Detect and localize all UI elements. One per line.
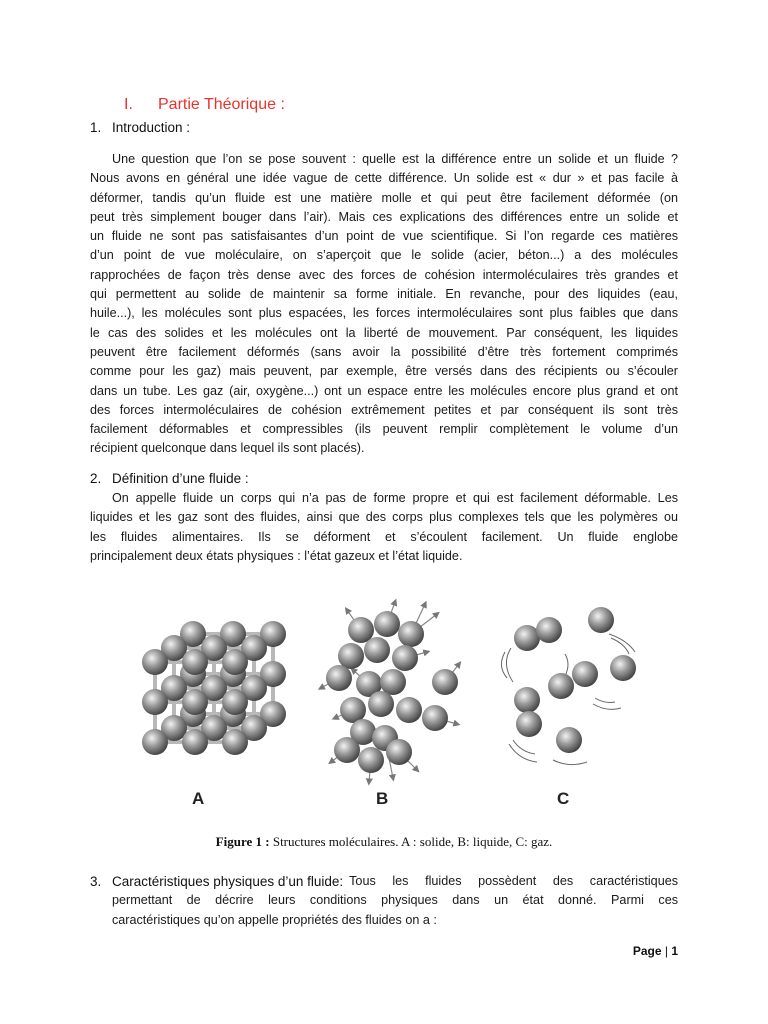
paragraph-line: récipient quelconque dans lequel ils sont placés). bbox=[90, 441, 365, 456]
section-2-heading bbox=[90, 471, 249, 486]
figure-caption bbox=[0, 834, 768, 850]
liquid-molecule bbox=[358, 747, 384, 773]
figure-label-b: B bbox=[376, 789, 389, 808]
gas-molecule bbox=[516, 711, 542, 737]
paragraph-line: huile...), les molécules sont plus espacées, les forces intermoléculaires sont plus faibles que dans bbox=[90, 306, 678, 321]
section-3-line: permettant de décrire leurs conditions physiques dans un état donné. Parmi ces bbox=[112, 893, 678, 908]
figure-label-c: C bbox=[557, 789, 570, 808]
solid-structure-diagram bbox=[142, 621, 286, 755]
page-footer bbox=[633, 944, 678, 958]
molecular-structures-figure bbox=[125, 592, 645, 812]
section-3-first-line: Tous les fluides possèdent des caractéristiques bbox=[349, 874, 678, 888]
solid-molecule bbox=[142, 649, 168, 675]
part-title-text: Partie Théorique : bbox=[158, 96, 285, 113]
section-3-number: 3. bbox=[90, 874, 102, 889]
paragraph-line: d’un point de vue moléculaire, on s’aperçoit que le solide (acier, béton...) a des molécules bbox=[90, 248, 678, 263]
solid-molecule bbox=[222, 729, 248, 755]
figure-caption-prefix: Figure 1 : bbox=[215, 834, 270, 849]
solid-molecule bbox=[182, 689, 208, 715]
section-1-number: 1. bbox=[90, 120, 102, 135]
section-3-heading bbox=[90, 872, 343, 891]
paragraph-line: peuvent être facilement déformés (sans avoir la possibilité d’être très fortement comprimés bbox=[90, 344, 678, 359]
section-1-heading bbox=[90, 120, 190, 135]
solid-molecule bbox=[182, 649, 208, 675]
liquid-molecule bbox=[334, 737, 360, 763]
gas-molecule bbox=[548, 673, 574, 699]
liquid-molecule bbox=[432, 669, 458, 695]
liquid-molecule bbox=[368, 691, 394, 717]
gas-structure-diagram bbox=[501, 607, 636, 765]
liquid-molecule bbox=[374, 611, 400, 637]
paragraph-line: principalement deux états physiques : l’état gazeux et l’état liquide. bbox=[90, 548, 463, 563]
gas-molecule bbox=[588, 607, 614, 633]
introduction-paragraph bbox=[90, 150, 678, 459]
section-2-title: Définition d’une fluide : bbox=[112, 471, 249, 486]
gas-molecule bbox=[556, 727, 582, 753]
paragraph-line: comme pour les gaz) mais peuvent, par exemple, être versés dans des récipients ou s’écouler bbox=[90, 364, 678, 379]
section-3-line: caractéristiques qu’on appelle propriétés des fluides on a : bbox=[112, 912, 437, 927]
solid-molecule bbox=[142, 729, 168, 755]
page-separator: | bbox=[661, 944, 672, 958]
solid-molecule bbox=[222, 649, 248, 675]
liquid-molecule bbox=[386, 739, 412, 765]
section-1-title: Introduction : bbox=[112, 120, 191, 135]
paragraph-line: les fluides alimentaires. Ils se déforment et s’écoulent facilement. Un fluide englobe bbox=[90, 529, 678, 544]
paragraph-line: le cas des solides et les molécules ont la liberté de mouvement. Par conséquent, les liquides bbox=[90, 325, 678, 340]
solid-molecule bbox=[222, 689, 248, 715]
paragraph-line: déformer, tandis qu’un fluide est une matière molle et qui peut être facilement déformée (on bbox=[90, 190, 678, 205]
gas-molecule bbox=[572, 661, 598, 687]
page-label: Page bbox=[632, 944, 662, 958]
liquid-molecule bbox=[338, 643, 364, 669]
page-number: 1 bbox=[671, 944, 678, 958]
liquid-molecule bbox=[326, 665, 352, 691]
paragraph-line: liquides et les gaz sont des fluides, ainsi que des corps plus complexes tels que les polymères ou bbox=[90, 510, 678, 525]
paragraph-line: facilement déformables et compressibles (ils peuvent remplir complètement le volume d’un bbox=[90, 422, 678, 437]
solid-molecule bbox=[142, 689, 168, 715]
paragraph-line: qui permettent au solide de maintenir sa forme initiale. En revanche, pour des liquides (eau, bbox=[90, 287, 678, 302]
gas-molecule bbox=[536, 617, 562, 643]
paragraph-line: des forces intermoléculaires de cohésion extrêmement petites et par conséquent ils sont très bbox=[90, 402, 678, 417]
paragraph-line: On appelle fluide un corps qui n’a pas de forme propre et qui est facilement déformable. Les bbox=[112, 491, 678, 505]
liquid-molecule bbox=[396, 697, 422, 723]
paragraph-line: Une question que l’on se pose souvent : quelle est la différence entre un solide et un fluide ? bbox=[112, 152, 678, 166]
paragraph-line: rapprochées de façon très dense avec des forces de cohésion intermoléculaires très grandes et bbox=[90, 267, 678, 282]
section-3-title: Caractéristiques physiques d’un fluide: bbox=[112, 874, 344, 889]
liquid-molecule bbox=[392, 645, 418, 671]
liquid-molecule bbox=[364, 637, 390, 663]
paragraph-line: Nous avons en général une idée vague de cette différence. Un solide est « dur » et pas facile à bbox=[90, 171, 678, 186]
section-2-number: 2. bbox=[90, 471, 102, 486]
part-title bbox=[124, 96, 285, 114]
figure-caption-text: Structures moléculaires. A : solide, B: liquide, C: gaz. bbox=[269, 834, 553, 849]
paragraph-line: peut très simplement bouger dans l’air). Mais ces explications des différences entre un solide et bbox=[90, 209, 678, 224]
solid-molecule bbox=[182, 729, 208, 755]
liquid-molecule bbox=[398, 621, 424, 647]
liquid-molecule bbox=[380, 669, 406, 695]
gas-molecule bbox=[610, 655, 636, 681]
definition-paragraph bbox=[90, 489, 678, 566]
part-number: I. bbox=[124, 96, 133, 113]
liquid-structure-diagram bbox=[321, 602, 459, 782]
section-3 bbox=[90, 872, 678, 930]
gas-molecule bbox=[514, 687, 540, 713]
liquid-molecule bbox=[422, 705, 448, 731]
paragraph-line: un fluide ne sont pas satisfaisantes d’un point de vue scientifique. Si l’on regarde ces matières bbox=[90, 229, 678, 244]
figure-label-a: A bbox=[192, 789, 205, 808]
paragraph-line: dans un tube. Les gaz (air, oxygène...) ont un espace entre les molécules encore plus grand et ont bbox=[90, 383, 678, 398]
